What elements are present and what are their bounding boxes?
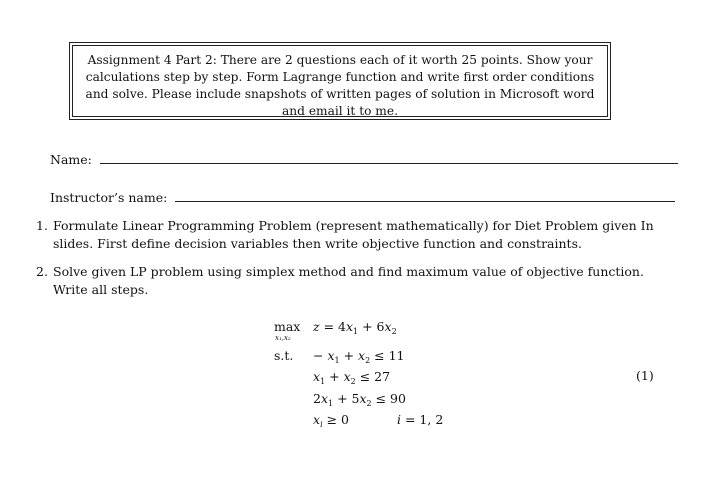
max-subscript: x₁,x₂	[275, 334, 291, 342]
question-2-text: Solve given LP problem using simplex method and find maximum value of objective function. Write all steps.	[53, 264, 644, 297]
st-label: s.t.	[274, 348, 294, 363]
instructor-field	[50, 190, 675, 205]
constraint-1: − $x_1 + x_2 \le 11$	[313, 348, 405, 365]
instructions-box	[69, 42, 611, 120]
instructions-text: Assignment 4 Part 2: There are 2 questions each of it worth 25 points. Show your calculations step by step. Form Lagrange function and write first order conditions and solve. Please include snapshots of written pages of solution in Microsoft word and email it to me.	[72, 45, 608, 117]
question-2	[36, 263, 666, 299]
objective-function: $z = 4x_1 + 6x_2$	[313, 319, 397, 336]
max-label: max	[274, 319, 301, 334]
constraint-3: $2x_1 + 5x_2 \le 90$	[313, 391, 406, 408]
nonnegativity-constraint: $x_i \ge 0$	[313, 412, 349, 429]
name-label: Name:	[50, 152, 92, 167]
name-line	[100, 162, 678, 164]
instructor-line	[175, 200, 675, 202]
question-1	[36, 217, 666, 253]
constraint-2: $x_1 + x_2 \le 27$	[313, 369, 391, 386]
name-field	[50, 152, 678, 167]
question-1-number: 1.	[36, 218, 48, 233]
equation-number: (1)	[636, 368, 654, 383]
index-range: i = 1, 2	[397, 412, 444, 427]
question-2-number: 2.	[36, 264, 48, 279]
question-1-text: Formulate Linear Programming Problem (represent mathematically) for Diet Problem given In slides. First define decision variables then write objective function and constraints.	[53, 218, 654, 251]
instructor-label: Instructor’s name:	[50, 190, 168, 205]
